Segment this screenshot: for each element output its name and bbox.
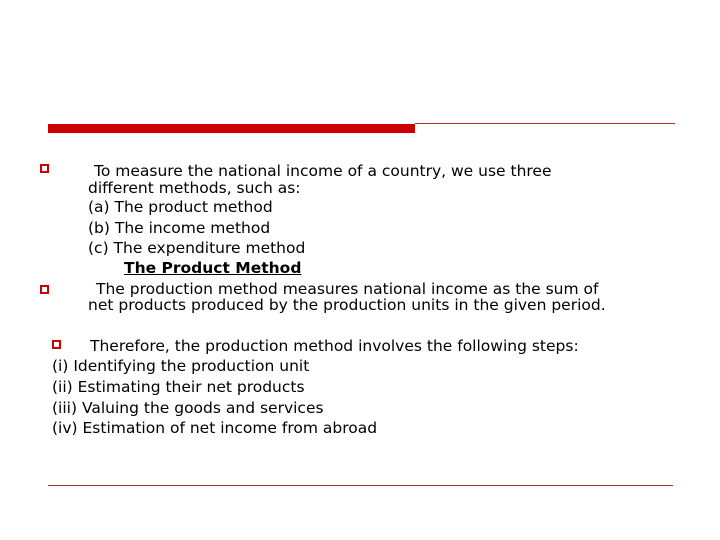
- paragraph-line: net products produced by the production units in the given period.: [88, 296, 606, 314]
- paragraph-line: different methods, such as:: [88, 179, 301, 197]
- footer-divider-line: [48, 485, 673, 486]
- list-item: (i) Identifying the production unit: [52, 357, 310, 375]
- section-heading: The Product Method: [124, 259, 302, 277]
- list-item: (c) The expenditure method: [88, 239, 306, 257]
- list-item: (b) The income method: [88, 219, 271, 237]
- bullet-square-icon: [40, 285, 49, 294]
- bullet-square-icon: [40, 164, 49, 173]
- paragraph-line: The production method measures national income as the sum of: [96, 280, 599, 298]
- list-item: (a) The product method: [88, 198, 273, 216]
- paragraph-line: Therefore, the production method involves the following steps:: [90, 337, 579, 355]
- bullet-square-icon: [52, 340, 61, 349]
- list-item: (iii) Valuing the goods and services: [52, 399, 324, 417]
- title-divider-line: [415, 123, 675, 124]
- list-item: (iv) Estimation of net income from abroad: [52, 419, 378, 437]
- list-item: (ii) Estimating their net products: [52, 378, 305, 396]
- title-bar-red: [48, 124, 415, 133]
- paragraph-line: To measure the national income of a country, we use three: [94, 162, 552, 180]
